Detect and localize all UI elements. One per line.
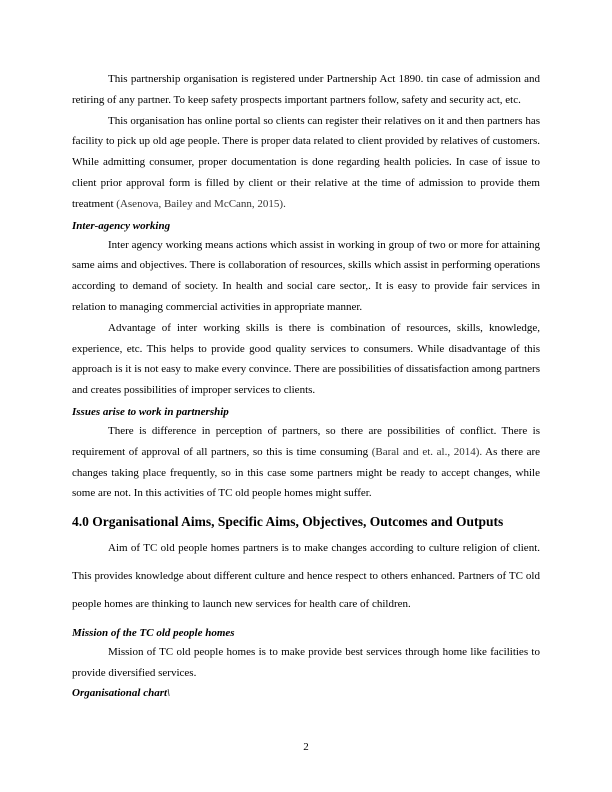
heading-issues-partnership: Issues arise to work in partnership (72, 405, 229, 418)
heading-mission: Mission of the TC old people homes (72, 627, 235, 640)
page-content (72, 69, 540, 702)
heading-inter-agency-working: Inter-agency working (72, 219, 171, 232)
heading-organisational-chart: Organisational chart\ (72, 686, 171, 699)
heading-section-4: 4.0 Organisational Aims, Specific Aims, Objectives, Outcomes and Outputs (72, 514, 504, 530)
paragraph-online-portal (72, 111, 540, 215)
citation-baral: (Baral and et. al., 2014). (371, 445, 483, 458)
paragraph-issues (72, 421, 540, 504)
paragraph-inter-agency-definition: Inter agency working means actions which assist in working in group of two or more for attaining same aims and objectives. There is collaboration of resources, skills which assist in performing operations according to demand of society. In health and social care sector,. It is easy to provide fair services in relation to managing commercial activities in appropriate manner. (72, 238, 540, 313)
paragraph-partnership-act: This partnership organisation is registered under Partnership Act 1890. tin case of admission and retiring of any partner. To keep safety prospects important partners follow, safety and security act, etc. (72, 73, 540, 106)
paragraph-mission: Mission of TC old people homes is to make provide best services through home like facilities to provide diversified services. (72, 646, 540, 679)
citation-asenova: (Asenova, Bailey and McCann, 2015). (116, 197, 286, 210)
paragraph-online-portal-text: This organisation has online portal so clients can register their relatives on it and then partners has facility to pick up old age people. There is proper data related to client provided by relatives of customers. While admitting consumer, proper documentation is done regarding health policies. In case of issue to client prior approval form is filled by client or their relative at the time of admission to provide them treatment (72, 114, 540, 210)
paragraph-issues-text-b: As there are changes taking place frequently, so in this case some partners might be ready to accept changes, while some are not. In this activities of TC old people homes might suffer. (72, 445, 541, 500)
paragraph-issues-text-a: There is difference in perception of partners, so there are possibilities of conflict. There is requirement of approval of all partners, so this is time consuming (72, 424, 540, 458)
paragraph-advantages: Advantage of inter working skills is there is combination of resources, skills, knowledge, experience, etc. This helps to provide good quality services to consumers. While disadvantage of this approach is it is not easy to make every convince. There are possibilities of dissatisfaction among partners and creates possibilities of improper services to clients. (72, 321, 540, 397)
page-number: 2 (303, 741, 309, 753)
paragraph-aims: Aim of TC old people homes partners is to make changes according to culture religion of client. This provides knowledge about different culture and hence respect to others enhanced. Partners of TC old people homes are thinking to launch new services for health care of children. (72, 542, 540, 611)
